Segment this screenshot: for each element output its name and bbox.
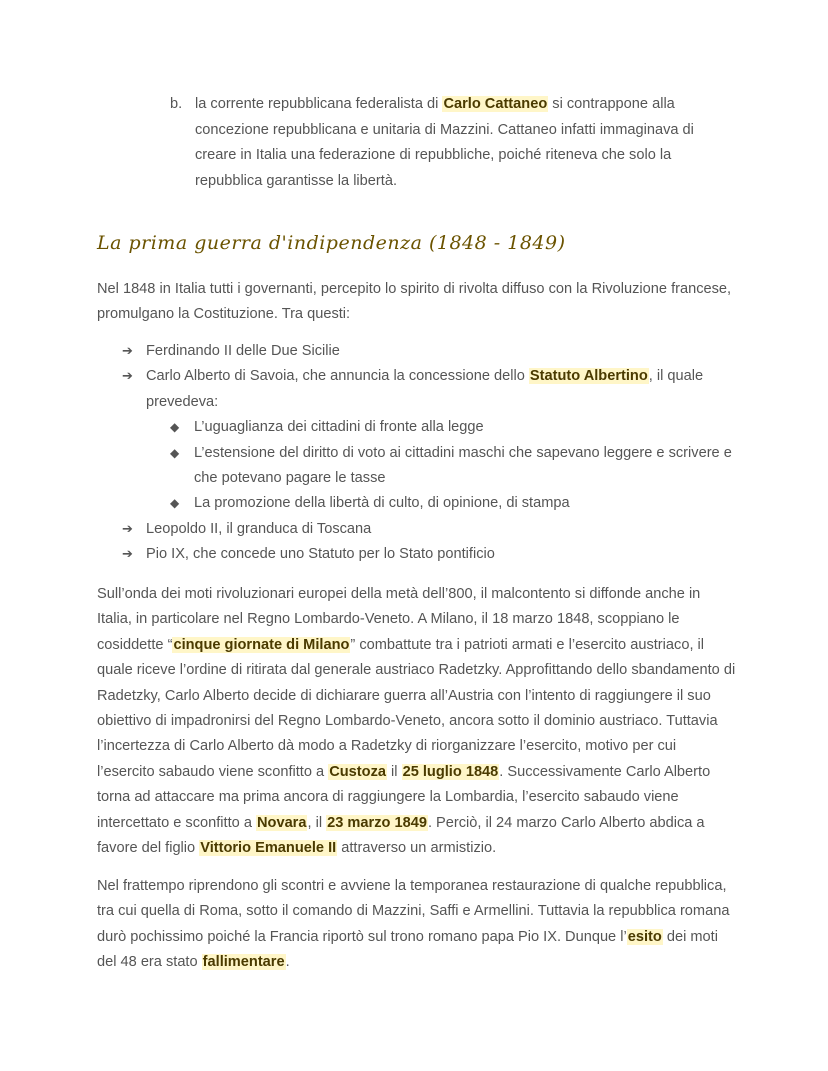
text-run: , il [307,814,327,831]
sublist-item-text: L’estensione del diritto di voto ai cittadini maschi che sapevano leggere e scrivere e che potevano pagare le tasse [194,444,732,487]
text-run: la corrente repubblicana federalista di [195,96,443,112]
highlight-novara: Novara [257,814,307,831]
list-item [122,364,742,516]
frattempo-paragraph [97,874,737,976]
text-run: il [386,763,402,780]
text-run: ” combattute tra i patrioti armati e l’esercito austriaco, il quale riceve l’ordine di ritirata dal generale austriaco Radetzky. Approfittando dello sbandamento di Radetzky, Carlo Alberto decide di dichiarare guerra all’Austria con l’intento di raggiungere il suo obiettivo di impadronirsi del Regno Lombardo-Veneto, ancora sotto il dominio austriaco. Tuttavia l’incertezza di Carlo Alberto dà modo a Radetzky di riorganizzare l’esercito, motivo per cui l’esercito sabaudo viene sconfitto a [97,636,736,780]
list-item-text: Pio IX, che concede uno Statuto per lo Stato pontificio [146,546,495,563]
list-letter: b. [170,96,183,112]
arrow-bullet-icon: ➔ [122,547,133,563]
sublist-item [170,491,742,516]
text-run: Nel frattempo riprendono gli scontri e avviene la temporanea restaurazione di qualche repubblica, tra cui quella di Roma, sotto il comando di Mazzini, Saffi e Armellini. Tuttavia la repubblica romana durò pochissimo poiché la Francia riportò sul trono romano papa Pio IX. Dunque l’ [97,878,730,945]
text-run: Carlo Alberto di Savoia, che annuncia la concessione dello [146,368,529,385]
governanti-list [122,339,742,568]
list-item [122,542,742,567]
diamond-bullet-icon: ◆ [170,496,180,511]
highlight-custoza: Custoza [329,763,386,780]
arrow-bullet-icon: ➔ [122,521,133,537]
text-run: si contrappone alla concezione repubblicana e unitaria di Mazzini. Cattaneo infatti immaginava di creare in Italia una federazione di repubbliche, poiché riteneva che solo la repubblica garantisse la libertà. [195,96,694,189]
list-item-text: Leopoldo II, il granduca di Toscana [146,520,372,537]
text-run: . Successivamente Carlo Alberto torna ad attaccare ma prima ancora di raggiungere la Lombardia, l’esercito sabaudo viene intercettato e sconfitto a [97,763,711,831]
arrow-bullet-icon: ➔ [122,344,133,359]
section-heading: La prima guerra d'indipendenza (1848 - 1849) [97,232,566,254]
moti-paragraph [97,582,737,861]
highlight-esito: esito [627,928,662,945]
sublist-item [170,415,742,440]
statuto-sublist [170,415,742,517]
list-item [122,517,742,542]
text-run: . [285,954,290,971]
text-run: attraverso un armistizio. [337,840,497,857]
intro-paragraph: Nel 1848 in Italia tutti i governanti, percepito lo spirito di rivolta diffuso con la Rivoluzione francese, promulgano la Costituzione. Tra questi: [97,281,732,323]
lettered-item-text [195,92,730,194]
highlight-cinque-giornate: cinque giornate di Milano [173,636,350,653]
lettered-item-b [170,92,730,194]
text-run: . Perciò, il 24 marzo Carlo Alberto abdica a favore del figlio [97,814,705,857]
highlight-fallimentare: fallimentare [202,954,285,971]
text-run: Sull’onda dei moti rivoluzionari europei della metà dell’800, il malcontento si diffonde anche in Italia, in particolare nel Regno Lombardo-Veneto. A Milano, il 18 marzo 1848, scoppiano le cosiddette “ [97,586,701,653]
highlight-date-custoza: 25 luglio 1848 [402,763,499,780]
text-run: , il quale prevedeva: [146,368,704,410]
text-run: dei moti del 48 era stato [97,928,718,971]
sublist-item-text: La promozione della libertà di culto, di opinione, di stampa [194,495,570,512]
highlight-vittorio-emanuele: Vittorio Emanuele II [200,840,337,857]
sublist-item-text: L’uguaglianza dei cittadini di fronte alla legge [194,419,484,436]
highlight-carlo-cattaneo: Carlo Cattaneo [443,96,548,112]
sublist-item [170,441,742,492]
list-item [122,339,742,364]
arrow-bullet-icon: ➔ [122,369,133,385]
diamond-bullet-icon: ◆ [170,445,180,460]
list-item-text: Ferdinando II delle Due Sicilie [146,343,340,359]
highlight-date-novara: 23 marzo 1849 [327,814,427,831]
diamond-bullet-icon: ◆ [170,420,180,435]
highlight-statuto-albertino: Statuto Albertino [529,368,648,385]
